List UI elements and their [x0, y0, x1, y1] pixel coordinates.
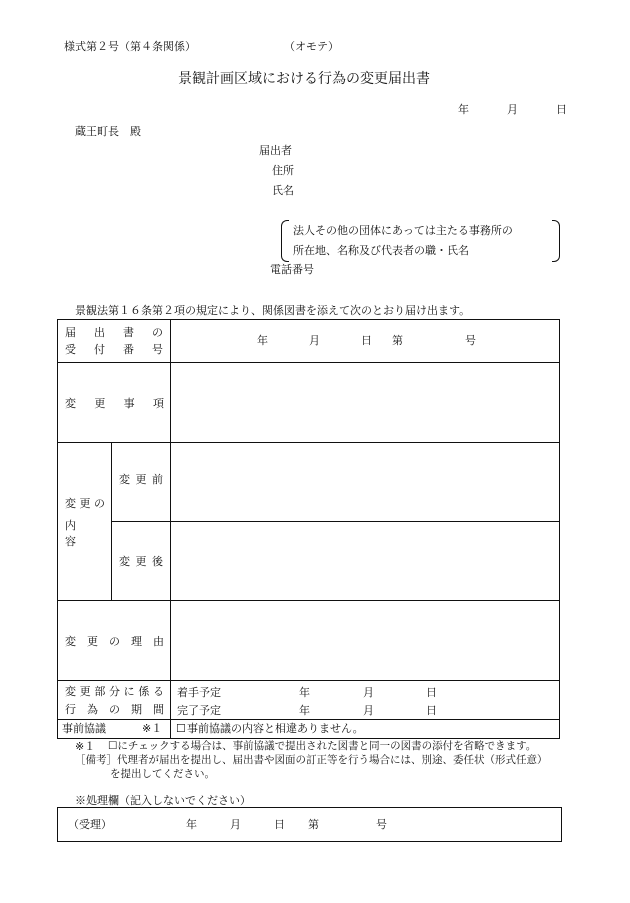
applicant-label: 届出者	[259, 144, 292, 157]
processing-received: （受理）	[68, 818, 112, 831]
receipt-label-cell	[58, 320, 171, 363]
corporate-note-line2: 所在地、名称及び代表者の職・氏名	[293, 244, 469, 257]
change-content-label-cell	[58, 443, 112, 601]
application-table	[57, 319, 560, 739]
prior-consultation-cell	[171, 720, 560, 739]
note2-line2: を提出してください。	[110, 768, 215, 780]
receipt-go: 号	[465, 334, 476, 347]
date-month: 月	[507, 103, 518, 116]
note2-line1: ［備考］代理者が届出を提出し、届出書や図面の訂正等を行う場合には、別途、委任状（形式任意）	[75, 754, 548, 766]
processing-day: 日	[274, 818, 285, 831]
applicant-name-label: 氏名	[272, 184, 294, 197]
start-year: 年	[299, 686, 310, 699]
reason-input[interactable]	[171, 601, 560, 681]
document-title: 景観計画区域における行為の変更届出書	[178, 71, 430, 87]
change-before-label: 変更前	[119, 473, 163, 486]
change-after-label-cell	[112, 522, 171, 601]
receipt-label-1: 届出書の	[65, 325, 163, 339]
face-label: （オモテ）	[284, 40, 339, 53]
change-after-row	[58, 522, 560, 601]
date-year: 年	[458, 103, 469, 116]
change-item-row	[58, 363, 560, 443]
change-after-label: 変更後	[119, 555, 163, 568]
prior-consultation-label-cell	[58, 720, 171, 739]
note1-mark: ※１	[75, 740, 96, 753]
complete-day: 日	[426, 704, 437, 717]
applicant-address-label: 住所	[272, 164, 294, 177]
start-label: 着手予定	[177, 686, 221, 699]
receipt-label-2: 受付番号	[65, 342, 163, 356]
reason-label-cell	[58, 601, 171, 681]
prior-consultation-row	[58, 720, 560, 739]
processing-box	[57, 807, 562, 842]
complete-label: 完了予定	[177, 704, 221, 717]
prior-consultation-mark: ※１	[142, 722, 163, 735]
change-before-input[interactable]	[171, 443, 560, 522]
receipt-dai: 第	[392, 334, 403, 347]
change-content-label-1: 変更の	[65, 496, 105, 510]
period-cell[interactable]	[171, 681, 560, 720]
addressee: 蔵王町長 殿	[75, 125, 141, 138]
receipt-year: 年	[257, 334, 268, 347]
receipt-month: 月	[309, 334, 320, 347]
processing-go: 号	[376, 818, 387, 831]
reason-label: 変更の理由	[65, 634, 164, 648]
processing-year: 年	[186, 818, 197, 831]
receipt-number-cell[interactable]	[171, 320, 560, 363]
corporate-note-line1: 法人その他の団体にあっては主たる事務所の	[293, 224, 513, 237]
change-before-label-cell	[112, 443, 171, 522]
prior-consultation-label: 事前協議	[62, 722, 106, 735]
receipt-row	[58, 320, 560, 363]
period-label-2: 行為の期間	[65, 702, 164, 716]
phone-label: 電話番号	[270, 263, 314, 276]
change-item-label-cell	[58, 363, 171, 443]
bracket-left	[281, 220, 289, 262]
bracket-right	[552, 220, 560, 262]
start-month: 月	[363, 686, 374, 699]
complete-year: 年	[299, 704, 310, 717]
period-label-1: 変更部分に係る	[65, 684, 164, 698]
change-before-row	[58, 443, 560, 522]
form-number: 様式第２号（第４条関係）	[64, 40, 196, 53]
processing-heading: ※処理欄（記入しないでください）	[75, 794, 251, 807]
complete-month: 月	[363, 704, 374, 717]
change-item-input[interactable]	[171, 363, 560, 443]
reason-row	[58, 601, 560, 681]
prior-consultation-text: 事前協議の内容と相違ありません。	[187, 722, 364, 735]
period-label-cell	[58, 681, 171, 720]
change-content-label-2: 内 容	[65, 518, 87, 548]
period-row	[58, 681, 560, 720]
processing-dai: 第	[308, 818, 319, 831]
change-item-label: 変更事項	[65, 396, 164, 410]
processing-month: 月	[230, 818, 241, 831]
date-day: 日	[556, 103, 567, 116]
note1-text: ☐にチェックする場合は、事前協議で提出された図書と同一の図書の添付を省略できます。	[108, 740, 537, 752]
start-day: 日	[426, 686, 437, 699]
intro-text: 景観法第１６条第２項の規定により、関係図書を添えて次のとおり届け出ます。	[75, 304, 471, 317]
change-after-input[interactable]	[171, 522, 560, 601]
receipt-day: 日	[361, 334, 372, 347]
prior-consultation-checkbox[interactable]: ☐	[176, 722, 186, 735]
